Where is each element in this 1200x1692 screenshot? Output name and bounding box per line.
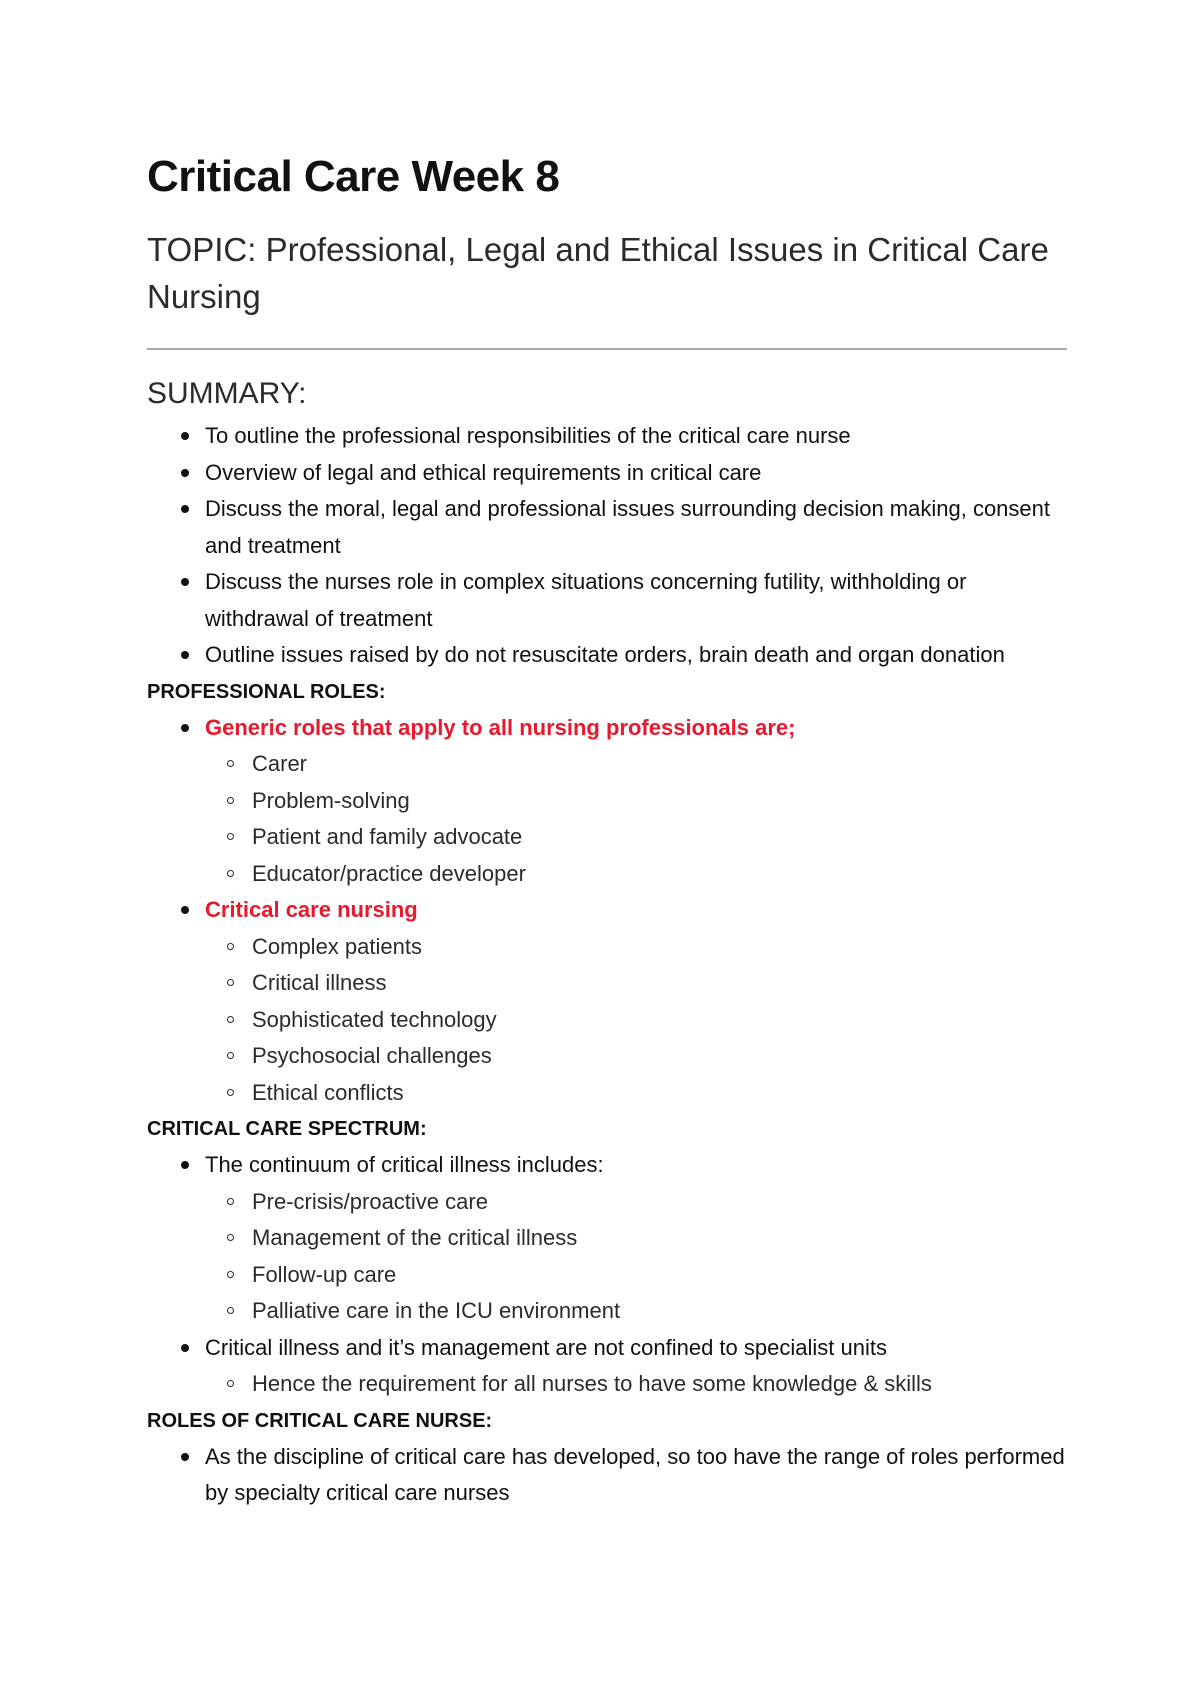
generic-roles-label: Generic roles that apply to all nursing professionals are; (205, 714, 796, 740)
list-item-text: Discuss the nurses role in complex situations concerning futility, withholding or withdrawal of treatment (205, 569, 967, 631)
list-item-text: To outline the professional responsibilities of the critical care nurse (205, 423, 851, 448)
generic-roles-sublist (147, 746, 1067, 892)
list-item (147, 1330, 1067, 1403)
roles-of-critical-care-nurse-heading: ROLES OF CRITICAL CARE NURSE: (147, 1409, 493, 1432)
page-title: Critical Care Week 8 (147, 152, 560, 201)
list-item (147, 564, 1067, 637)
document-page (147, 150, 1067, 1512)
list-item (147, 637, 1067, 674)
sub-list-item: Hence the requirement for all nurses to have some knowledge & skills (147, 1366, 1067, 1403)
roles-nurse-list (147, 1439, 1067, 1512)
list-item (147, 1147, 1067, 1330)
sub-list-item: Follow-up care (147, 1257, 1067, 1294)
continuum-sublist (147, 1184, 1067, 1330)
summary-heading: SUMMARY: (147, 377, 307, 410)
divider (147, 348, 1067, 350)
list-item (147, 710, 1067, 893)
list-item-text: Critical illness and it’s management are not confined to specialist units (205, 1334, 887, 1360)
sub-list-item: Management of the critical illness (147, 1220, 1067, 1257)
list-item-text: Overview of legal and ethical requirements in critical care (205, 459, 762, 485)
sub-list-item: Psychosocial challenges (147, 1038, 1067, 1075)
list-item-text: The continuum of critical illness includes: (205, 1152, 604, 1177)
list-item (147, 892, 1067, 1111)
professional-roles-heading: PROFESSIONAL ROLES: (147, 680, 386, 703)
sub-list-item: Patient and family advocate (147, 819, 1067, 856)
list-item (147, 491, 1067, 564)
professional-roles-list (147, 710, 1067, 1112)
critical-care-nursing-label: Critical care nursing (205, 897, 418, 922)
sub-list-item: Pre-crisis/proactive care (147, 1184, 1067, 1221)
sub-list-item: Ethical conflicts (147, 1075, 1067, 1112)
sub-list-item: Problem-solving (147, 783, 1067, 820)
spectrum-list (147, 1147, 1067, 1403)
specialist-units-sublist (147, 1366, 1067, 1403)
sub-list-item: Sophisticated technology (147, 1002, 1067, 1039)
sub-list-item: Palliative care in the ICU environment (147, 1293, 1067, 1330)
list-item (147, 455, 1067, 492)
sub-list-item: Educator/practice developer (147, 856, 1067, 893)
list-item-text: Outline issues raised by do not resuscitate orders, brain death and organ donation (205, 642, 1005, 667)
list-item-text: As the discipline of critical care has developed, so too have the range of roles performed by specialty critical care nurses (205, 1443, 1065, 1505)
critical-care-nursing-sublist (147, 929, 1067, 1112)
list-item-text: Discuss the moral, legal and professional issues surrounding decision making, consent and treatment (205, 496, 1051, 558)
list-item (147, 418, 1067, 455)
sub-list-item: Complex patients (147, 929, 1067, 966)
sub-list-item: Carer (147, 746, 1067, 783)
sub-list-item: Critical illness (147, 965, 1067, 1002)
list-item (147, 1439, 1067, 1512)
topic-subtitle: TOPIC: Professional, Legal and Ethical Issues in Critical Care Nursing (147, 231, 1049, 315)
summary-list (147, 418, 1067, 674)
critical-care-spectrum-heading: CRITICAL CARE SPECTRUM: (147, 1118, 427, 1140)
